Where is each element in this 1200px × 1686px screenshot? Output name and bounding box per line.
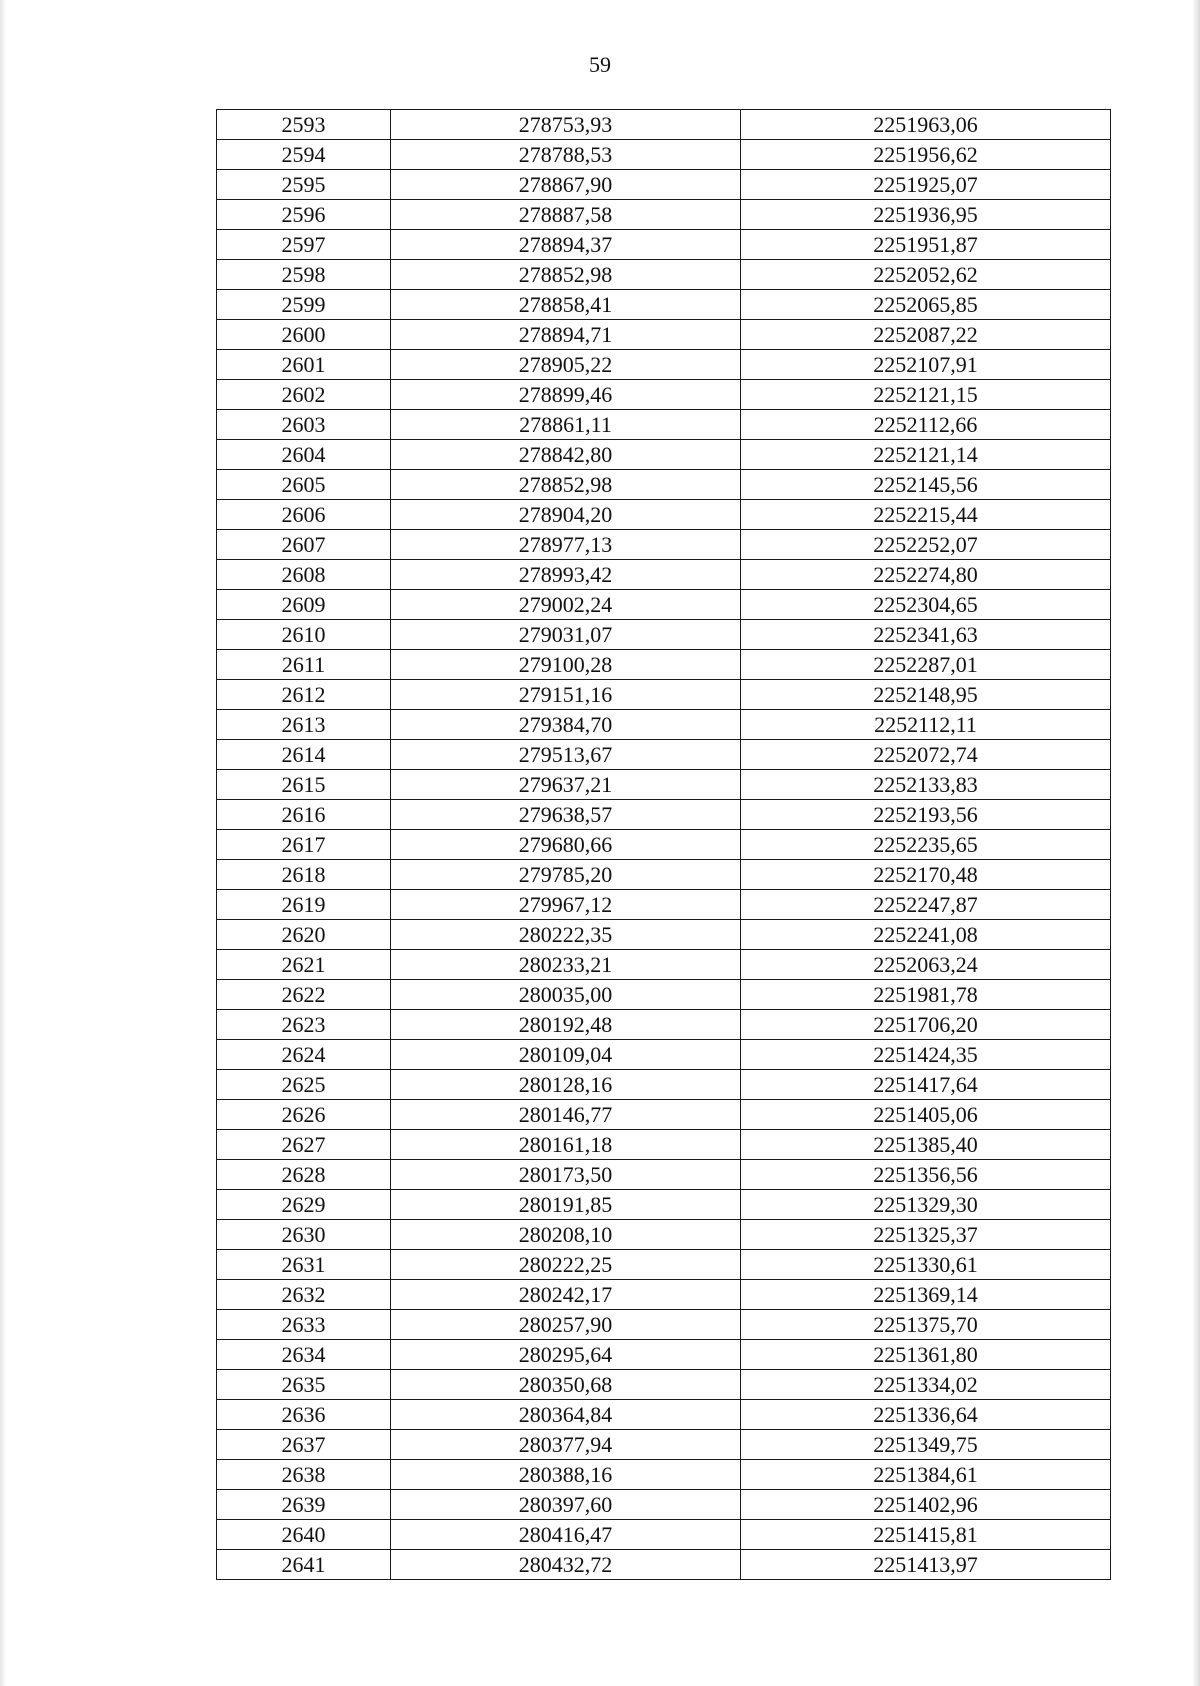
y-coordinate-cell: 2252145,56 [741,470,1111,500]
table-row [217,890,1111,920]
table-row [217,470,1111,500]
table-row [217,830,1111,860]
y-coordinate-cell: 2251402,96 [741,1490,1111,1520]
point-number-cell: 2623 [217,1010,391,1040]
x-coordinate-cell: 278753,93 [391,110,741,140]
x-coordinate-cell: 279151,16 [391,680,741,710]
y-coordinate-cell: 2251385,40 [741,1130,1111,1160]
x-coordinate-cell: 280222,35 [391,920,741,950]
x-coordinate-cell: 280350,68 [391,1370,741,1400]
x-coordinate-cell: 280397,60 [391,1490,741,1520]
point-number-cell: 2617 [217,830,391,860]
y-coordinate-cell: 2252063,24 [741,950,1111,980]
table-row [217,290,1111,320]
point-number-cell: 2632 [217,1280,391,1310]
table-row [217,1310,1111,1340]
table-row [217,1280,1111,1310]
y-coordinate-cell: 2252215,44 [741,500,1111,530]
y-coordinate-cell: 2251369,14 [741,1280,1111,1310]
x-coordinate-cell: 278887,58 [391,200,741,230]
table-row [217,950,1111,980]
point-number-cell: 2625 [217,1070,391,1100]
x-coordinate-cell: 280146,77 [391,1100,741,1130]
table-row [217,740,1111,770]
table-row [217,1340,1111,1370]
table-row [217,1040,1111,1070]
x-coordinate-cell: 279680,66 [391,830,741,860]
table-row [217,650,1111,680]
x-coordinate-cell: 278852,98 [391,470,741,500]
x-coordinate-cell: 279967,12 [391,890,741,920]
point-number-cell: 2639 [217,1490,391,1520]
table-row [217,260,1111,290]
table-row [217,620,1111,650]
y-coordinate-cell: 2252341,63 [741,620,1111,650]
point-number-cell: 2594 [217,140,391,170]
x-coordinate-cell: 279031,07 [391,620,741,650]
point-number-cell: 2633 [217,1310,391,1340]
y-coordinate-cell: 2251956,62 [741,140,1111,170]
coordinates-table-container [216,109,1110,1580]
x-coordinate-cell: 278894,37 [391,230,741,260]
point-number-cell: 2603 [217,410,391,440]
y-coordinate-cell: 2252121,15 [741,380,1111,410]
y-coordinate-cell: 2251706,20 [741,1010,1111,1040]
table-row [217,860,1111,890]
y-coordinate-cell: 2252121,14 [741,440,1111,470]
y-coordinate-cell: 2252274,80 [741,560,1111,590]
point-number-cell: 2616 [217,800,391,830]
x-coordinate-cell: 280128,16 [391,1070,741,1100]
point-number-cell: 2627 [217,1130,391,1160]
y-coordinate-cell: 2251413,97 [741,1550,1111,1580]
page-number: 59 [589,52,611,77]
y-coordinate-cell: 2252252,07 [741,530,1111,560]
table-row [217,1100,1111,1130]
scan-edge-right [1192,0,1200,1686]
x-coordinate-cell: 280233,21 [391,950,741,980]
x-coordinate-cell: 280192,48 [391,1010,741,1040]
x-coordinate-cell: 280222,25 [391,1250,741,1280]
y-coordinate-cell: 2251981,78 [741,980,1111,1010]
table-row [217,1070,1111,1100]
y-coordinate-cell: 2251417,64 [741,1070,1111,1100]
point-number-cell: 2622 [217,980,391,1010]
table-row [217,980,1111,1010]
point-number-cell: 2615 [217,770,391,800]
table-row [217,1400,1111,1430]
table-row [217,680,1111,710]
y-coordinate-cell: 2251936,95 [741,200,1111,230]
x-coordinate-cell: 280364,84 [391,1400,741,1430]
y-coordinate-cell: 2251384,61 [741,1460,1111,1490]
x-coordinate-cell: 278977,13 [391,530,741,560]
point-number-cell: 2613 [217,710,391,740]
table-row [217,380,1111,410]
y-coordinate-cell: 2251925,07 [741,170,1111,200]
point-number-cell: 2612 [217,680,391,710]
y-coordinate-cell: 2252148,95 [741,680,1111,710]
point-number-cell: 2598 [217,260,391,290]
point-number-cell: 2635 [217,1370,391,1400]
x-coordinate-cell: 280208,10 [391,1220,741,1250]
point-number-cell: 2600 [217,320,391,350]
y-coordinate-cell: 2251330,61 [741,1250,1111,1280]
point-number-cell: 2637 [217,1430,391,1460]
point-number-cell: 2641 [217,1550,391,1580]
point-number-cell: 2630 [217,1220,391,1250]
x-coordinate-cell: 280388,16 [391,1460,741,1490]
table-row [217,710,1111,740]
point-number-cell: 2638 [217,1460,391,1490]
table-row [217,200,1111,230]
table-row [217,1160,1111,1190]
x-coordinate-cell: 280242,17 [391,1280,741,1310]
table-row [217,560,1111,590]
table-row [217,1520,1111,1550]
y-coordinate-cell: 2252112,11 [741,710,1111,740]
x-coordinate-cell: 279513,67 [391,740,741,770]
table-row [217,1190,1111,1220]
y-coordinate-cell: 2251349,75 [741,1430,1111,1460]
x-coordinate-cell: 279638,57 [391,800,741,830]
table-row [217,1430,1111,1460]
scan-edge-left [0,0,6,1686]
table-row [217,500,1111,530]
y-coordinate-cell: 2251963,06 [741,110,1111,140]
y-coordinate-cell: 2252133,83 [741,770,1111,800]
x-coordinate-cell: 280173,50 [391,1160,741,1190]
point-number-cell: 2602 [217,380,391,410]
y-coordinate-cell: 2252241,08 [741,920,1111,950]
x-coordinate-cell: 280377,94 [391,1430,741,1460]
table-row [217,1370,1111,1400]
table-row [217,320,1111,350]
y-coordinate-cell: 2252072,74 [741,740,1111,770]
y-coordinate-cell: 2252112,66 [741,410,1111,440]
y-coordinate-cell: 2251325,37 [741,1220,1111,1250]
point-number-cell: 2599 [217,290,391,320]
point-number-cell: 2631 [217,1250,391,1280]
x-coordinate-cell: 278904,20 [391,500,741,530]
x-coordinate-cell: 278905,22 [391,350,741,380]
y-coordinate-cell: 2251951,87 [741,230,1111,260]
point-number-cell: 2595 [217,170,391,200]
y-coordinate-cell: 2252065,85 [741,290,1111,320]
y-coordinate-cell: 2252107,91 [741,350,1111,380]
x-coordinate-cell: 278894,71 [391,320,741,350]
table-row [217,440,1111,470]
x-coordinate-cell: 279100,28 [391,650,741,680]
x-coordinate-cell: 279002,24 [391,590,741,620]
point-number-cell: 2626 [217,1100,391,1130]
point-number-cell: 2601 [217,350,391,380]
point-number-cell: 2596 [217,200,391,230]
point-number-cell: 2609 [217,590,391,620]
point-number-cell: 2614 [217,740,391,770]
point-number-cell: 2610 [217,620,391,650]
y-coordinate-cell: 2252304,65 [741,590,1111,620]
table-row [217,410,1111,440]
x-coordinate-cell: 279785,20 [391,860,741,890]
x-coordinate-cell: 280257,90 [391,1310,741,1340]
x-coordinate-cell: 279384,70 [391,710,741,740]
x-coordinate-cell: 278899,46 [391,380,741,410]
table-row [217,140,1111,170]
point-number-cell: 2620 [217,920,391,950]
point-number-cell: 2640 [217,1520,391,1550]
table-row [217,110,1111,140]
y-coordinate-cell: 2252287,01 [741,650,1111,680]
table-row [217,1010,1111,1040]
x-coordinate-cell: 280295,64 [391,1340,741,1370]
point-number-cell: 2606 [217,500,391,530]
x-coordinate-cell: 278867,90 [391,170,741,200]
y-coordinate-cell: 2252170,48 [741,860,1111,890]
y-coordinate-cell: 2251361,80 [741,1340,1111,1370]
x-coordinate-cell: 278852,98 [391,260,741,290]
x-coordinate-cell: 280109,04 [391,1040,741,1070]
x-coordinate-cell: 278788,53 [391,140,741,170]
x-coordinate-cell: 280432,72 [391,1550,741,1580]
table-row [217,1130,1111,1160]
x-coordinate-cell: 280035,00 [391,980,741,1010]
table-row [217,920,1111,950]
table-row [217,350,1111,380]
point-number-cell: 2628 [217,1160,391,1190]
point-number-cell: 2621 [217,950,391,980]
point-number-cell: 2597 [217,230,391,260]
point-number-cell: 2607 [217,530,391,560]
coordinates-table-body [217,110,1111,1580]
y-coordinate-cell: 2251375,70 [741,1310,1111,1340]
y-coordinate-cell: 2251415,81 [741,1520,1111,1550]
y-coordinate-cell: 2251356,56 [741,1160,1111,1190]
point-number-cell: 2604 [217,440,391,470]
point-number-cell: 2636 [217,1400,391,1430]
x-coordinate-cell: 278842,80 [391,440,741,470]
x-coordinate-cell: 278858,41 [391,290,741,320]
table-row [217,170,1111,200]
point-number-cell: 2611 [217,650,391,680]
point-number-cell: 2634 [217,1340,391,1370]
table-row [217,1460,1111,1490]
y-coordinate-cell: 2251336,64 [741,1400,1111,1430]
table-row [217,1250,1111,1280]
point-number-cell: 2608 [217,560,391,590]
point-number-cell: 2624 [217,1040,391,1070]
x-coordinate-cell: 279637,21 [391,770,741,800]
y-coordinate-cell: 2251334,02 [741,1370,1111,1400]
x-coordinate-cell: 280161,18 [391,1130,741,1160]
table-row [217,230,1111,260]
x-coordinate-cell: 278861,11 [391,410,741,440]
x-coordinate-cell: 280416,47 [391,1520,741,1550]
point-number-cell: 2629 [217,1190,391,1220]
table-row [217,1550,1111,1580]
point-number-cell: 2593 [217,110,391,140]
point-number-cell: 2618 [217,860,391,890]
table-row [217,770,1111,800]
x-coordinate-cell: 278993,42 [391,560,741,590]
y-coordinate-cell: 2252193,56 [741,800,1111,830]
coordinates-table [216,109,1111,1580]
y-coordinate-cell: 2252052,62 [741,260,1111,290]
y-coordinate-cell: 2251405,06 [741,1100,1111,1130]
table-row [217,1220,1111,1250]
y-coordinate-cell: 2252247,87 [741,890,1111,920]
point-number-cell: 2619 [217,890,391,920]
table-row [217,800,1111,830]
table-row [217,590,1111,620]
y-coordinate-cell: 2252087,22 [741,320,1111,350]
table-row [217,530,1111,560]
table-row [217,1490,1111,1520]
y-coordinate-cell: 2251424,35 [741,1040,1111,1070]
y-coordinate-cell: 2251329,30 [741,1190,1111,1220]
point-number-cell: 2605 [217,470,391,500]
x-coordinate-cell: 280191,85 [391,1190,741,1220]
y-coordinate-cell: 2252235,65 [741,830,1111,860]
